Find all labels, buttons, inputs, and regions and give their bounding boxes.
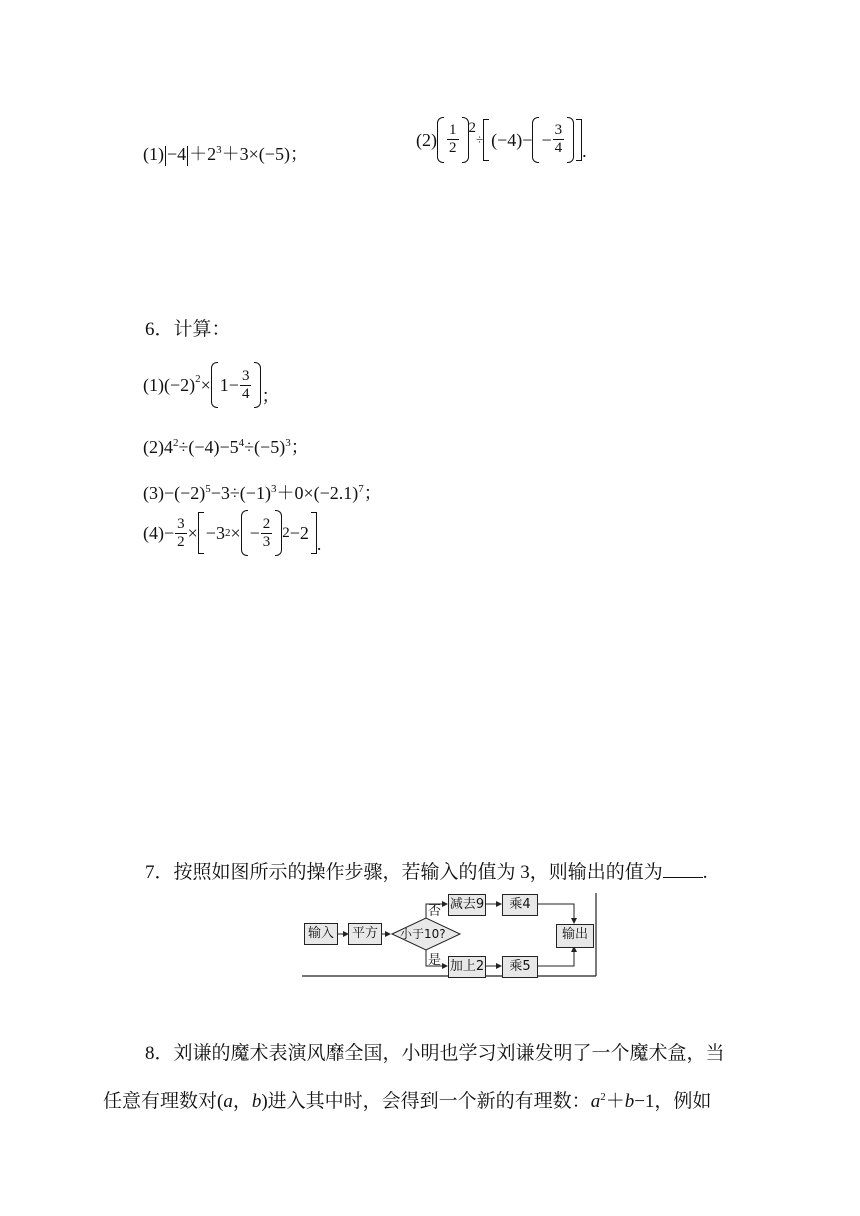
q5-p2-neg: − (541, 129, 552, 150)
flow-yes: 是 (428, 953, 442, 968)
q6-i4-den: 2 (177, 533, 185, 550)
q6-i1-num: 3 (241, 367, 250, 384)
q6-i3-exp1: 5 (205, 483, 211, 495)
q6-i1-paren (211, 362, 262, 408)
q8-var-b: b (251, 1091, 262, 1112)
q5-part1 (143, 138, 308, 166)
q5-p2-den2: 4 (554, 140, 563, 157)
q6-item1 (143, 362, 279, 408)
q6-i2-end: ； (290, 437, 309, 457)
q6-i3-c: ＋0×(−2.1) (276, 483, 359, 503)
q7-question: 7．按照如图所示的操作步骤，若输入的值为 3，则输出的值为 (145, 862, 663, 883)
q6-i3-end: ； (363, 483, 382, 503)
q8-l2-d: ＋ (605, 1091, 625, 1112)
flow-times5: 乘5 (502, 956, 538, 978)
q5-p1-a: −4 (167, 144, 187, 164)
flow-cond: 小于10? (400, 927, 446, 941)
q6-i3-exp3: 7 (358, 483, 364, 495)
q6-i4-exp2: 2 (282, 525, 290, 541)
q6-i4-c: −2 (289, 523, 309, 543)
abs-bar-right (187, 146, 188, 166)
q6-i4-bracket (198, 510, 317, 556)
q6-i4-num: 3 (177, 515, 185, 532)
q6-i3-exp2: 3 (270, 483, 277, 495)
flow-square: 平方 (348, 923, 382, 945)
q6-i4-label: (4)− (143, 523, 175, 543)
q5-p2-exp: 2 (468, 120, 476, 136)
q6-i4-neg: − (249, 523, 260, 543)
q6-i2-exp2: 4 (238, 437, 245, 449)
q6-i2-b: ÷(−4)−5 (178, 437, 239, 457)
q6-i4-exp: 2 (224, 527, 231, 539)
flow-no: 否 (428, 904, 442, 919)
q6-item2 (143, 431, 309, 459)
q6-i3-b: −3÷(−1) (210, 483, 271, 503)
flow-input: 输入 (304, 923, 338, 945)
q8-l2-e: −1，例如 (634, 1091, 712, 1112)
q6-i1-end: ； (261, 386, 280, 406)
q6-i2-exp3: 3 (285, 437, 291, 449)
q5-p2-div: ÷ (476, 131, 484, 147)
q8-var-a: a (223, 1091, 233, 1112)
q8-l2-c: )进入其中时，会得到一个新的有理数： (261, 1091, 591, 1112)
abs-bar-left (165, 146, 166, 166)
q5-p2-end: . (582, 140, 587, 161)
q5-part2 (416, 116, 587, 163)
q5-p2-mid: (−4)− (491, 129, 533, 150)
answer-blank[interactable] (663, 859, 703, 878)
q8-line1: 8．刘谦的魔术表演风靡全国，小明也学习刘谦发明了一个魔术盒，当 (145, 1043, 725, 1064)
q5-p2-num: 1 (449, 122, 457, 139)
flowchart (302, 893, 598, 979)
q6-title: 6．计算： (145, 319, 231, 340)
q6-i1-den: 4 (241, 385, 250, 402)
flow-times4: 乘4 (502, 894, 538, 916)
q6-i4-times: × (187, 523, 198, 543)
q8-line2 (103, 1085, 711, 1114)
q6-i2-a: (2)4 (143, 437, 173, 457)
q6-i4-num2: 2 (262, 515, 271, 532)
q6-i1-times: × (200, 375, 211, 395)
flow-plus2: 加上2 (448, 956, 486, 978)
q6-i3-a: (3)−(−2) (143, 483, 206, 503)
q8-var-b2: b (624, 1091, 635, 1112)
q8-l2-a: 任意有理数对( (103, 1091, 224, 1112)
q5-p2-den: 2 (449, 140, 457, 157)
flow-output: 输出 (556, 924, 594, 948)
q7-text (145, 859, 708, 885)
q5-p1-d: ＋3×(−5)； (221, 144, 308, 164)
q5-p1-b: ＋2 (189, 144, 217, 164)
q6-i2-c: ÷(−5) (244, 437, 286, 457)
q8-exp: 2 (600, 1091, 606, 1103)
q6-i4-end: . (316, 534, 322, 554)
q5-p1-label: (1) (143, 144, 164, 164)
q5-p2-bracket (483, 117, 582, 163)
q6-i1-exp: 2 (195, 373, 201, 386)
q5-p2-paren (437, 117, 469, 163)
q6-i1-label: (1)(−2) (143, 375, 196, 395)
q7-end: . (702, 862, 708, 883)
q6-item4 (143, 510, 321, 556)
q8-var-a2: a (590, 1091, 601, 1112)
q5-p1-exp: 3 (216, 144, 222, 156)
q6-i4-den2: 3 (262, 533, 271, 550)
q6-i1-one: 1− (219, 375, 239, 395)
q6-i4-b: × (230, 523, 241, 543)
q5-p2-label: (2) (416, 129, 437, 150)
q5-p2-num2: 3 (554, 122, 563, 139)
q6-i2-exp1: 2 (173, 437, 179, 449)
q8-l2-b: ， (232, 1091, 252, 1112)
q6-i4-a: −3 (205, 523, 225, 543)
q6-item3 (143, 477, 382, 505)
flow-minus9: 减去9 (448, 894, 486, 916)
